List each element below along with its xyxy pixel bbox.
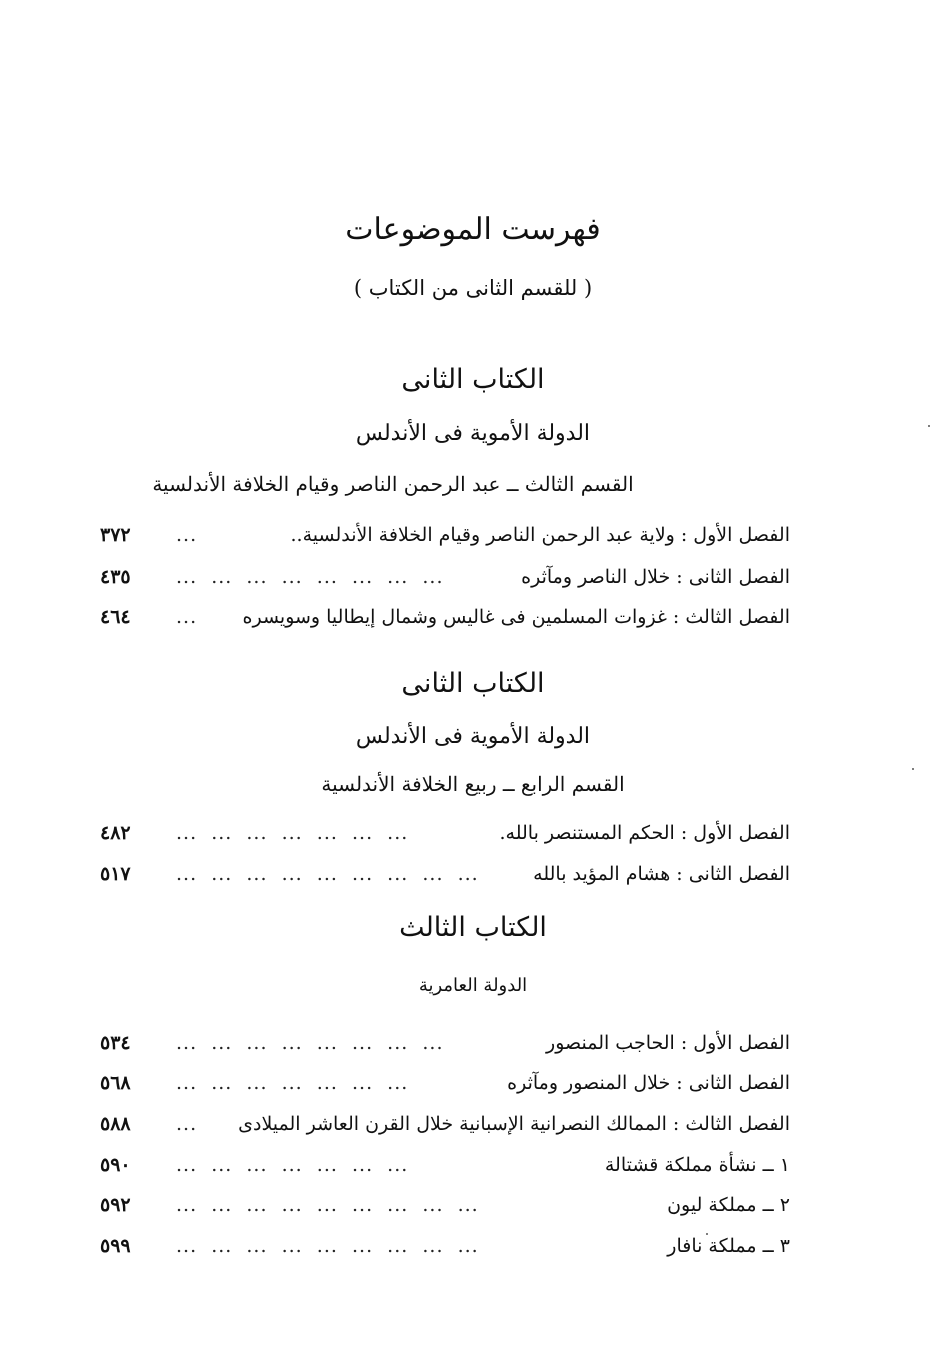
entry-title: الفصل الثانى : خلال المنصور ومآثره bbox=[507, 1072, 790, 1094]
toc-entry bbox=[100, 1028, 790, 1058]
toc-entry bbox=[100, 1109, 790, 1139]
entry-title: الفصل الأول : الحاجب المنصور bbox=[546, 1032, 790, 1054]
entry-page-number: ٥٦٨ bbox=[100, 1072, 131, 1094]
entry-title: ١ ــ نشأة مملكة قشتالة bbox=[604, 1154, 790, 1176]
book-heading: الكتاب الثانى bbox=[401, 668, 545, 699]
entry-page-number: ٥١٧ bbox=[100, 863, 131, 885]
dot-leader: ... ... ... ... ... ... ... ... bbox=[176, 1032, 444, 1054]
entry-title: الفصل الثالث : الممالك النصرانية الإسبانية خلال القرن العاشر الميلادى bbox=[238, 1113, 790, 1135]
book-heading: الكتاب الثالث bbox=[399, 912, 547, 943]
entry-page-number: ٥٣٤ bbox=[100, 1032, 131, 1054]
entry-title: الفصل الثالث : غزوات المسلمين فى غاليس وشمال إيطاليا وسويسره bbox=[242, 606, 790, 628]
dot-leader: ... bbox=[176, 1113, 198, 1135]
dynasty-heading: الدولة العامرية bbox=[418, 975, 528, 996]
entry-page-number: ٥٩٩ bbox=[100, 1235, 131, 1257]
entry-title: الفصل الثانى : خلال الناصر ومآثره bbox=[521, 566, 790, 588]
book-heading: الكتاب الثانى bbox=[401, 364, 545, 395]
entry-title: الفصل الأول : ولاية عبد الرحمن الناصر وقيام الخلافة الأندلسية.. bbox=[290, 524, 790, 546]
dot-leader: ... ... ... ... ... ... ... ... ... bbox=[176, 1194, 479, 1216]
entry-page-number: ٤٣٥ bbox=[100, 566, 131, 588]
entry-title: الفصل الثانى : هشام المؤيد بالله bbox=[533, 863, 790, 885]
entry-page-number: ٤٦٤ bbox=[100, 606, 131, 628]
dot-leader: ... ... ... ... ... ... ... ... ... bbox=[176, 1235, 479, 1257]
dot-leader: ... ... ... ... ... ... ... ... bbox=[176, 566, 444, 588]
dynasty-heading: الدولة الأموية فى الأندلس bbox=[355, 421, 591, 446]
scan-speck bbox=[928, 425, 930, 427]
toc-entry bbox=[100, 1068, 790, 1098]
entry-title: ٣ ــ مملكة نافار bbox=[667, 1235, 790, 1257]
dot-leader: ... ... ... ... ... ... ... bbox=[176, 1072, 409, 1094]
part-heading: القسم الثالث ــ عبد الرحمن الناصر وقيام الخلافة الأندلسية bbox=[152, 472, 634, 496]
page-title: فهرست الموضوعات bbox=[345, 212, 601, 247]
toc-entry bbox=[100, 602, 790, 632]
dot-leader: ... bbox=[176, 606, 198, 628]
toc-entry bbox=[100, 859, 790, 889]
page-subtitle: ( للقسم الثانى من الكتاب ) bbox=[353, 276, 593, 300]
entry-page-number: ٥٨٨ bbox=[100, 1113, 131, 1135]
toc-entry bbox=[100, 562, 790, 592]
toc-entry bbox=[100, 520, 790, 550]
scan-speck bbox=[706, 1233, 708, 1235]
entry-title: الفصل الأول : الحكم المستنصر بالله. bbox=[499, 822, 790, 844]
entry-page-number: ٤٨٢ bbox=[100, 822, 131, 844]
dot-leader: ... ... ... ... ... ... ... ... ... bbox=[176, 863, 479, 885]
toc-entry bbox=[100, 1231, 790, 1261]
scan-speck bbox=[912, 768, 914, 770]
toc-entry bbox=[100, 1190, 790, 1220]
toc-entry bbox=[100, 818, 790, 848]
entry-page-number: ٥٩٢ bbox=[100, 1194, 131, 1216]
dynasty-heading: الدولة الأموية فى الأندلس bbox=[355, 724, 591, 749]
entry-page-number: ٥٩٠ bbox=[100, 1154, 131, 1176]
dot-leader: ... ... ... ... ... ... ... bbox=[176, 822, 409, 844]
entry-page-number: ٣٧٢ bbox=[100, 524, 131, 546]
entry-title: ٢ ــ مملكة ليون bbox=[667, 1194, 790, 1216]
toc-entry bbox=[100, 1150, 790, 1180]
dot-leader: ... bbox=[176, 524, 198, 546]
part-heading: القسم الرابع ــ ربيع الخلافة الأندلسية bbox=[321, 772, 625, 796]
dot-leader: ... ... ... ... ... ... ... bbox=[176, 1154, 409, 1176]
